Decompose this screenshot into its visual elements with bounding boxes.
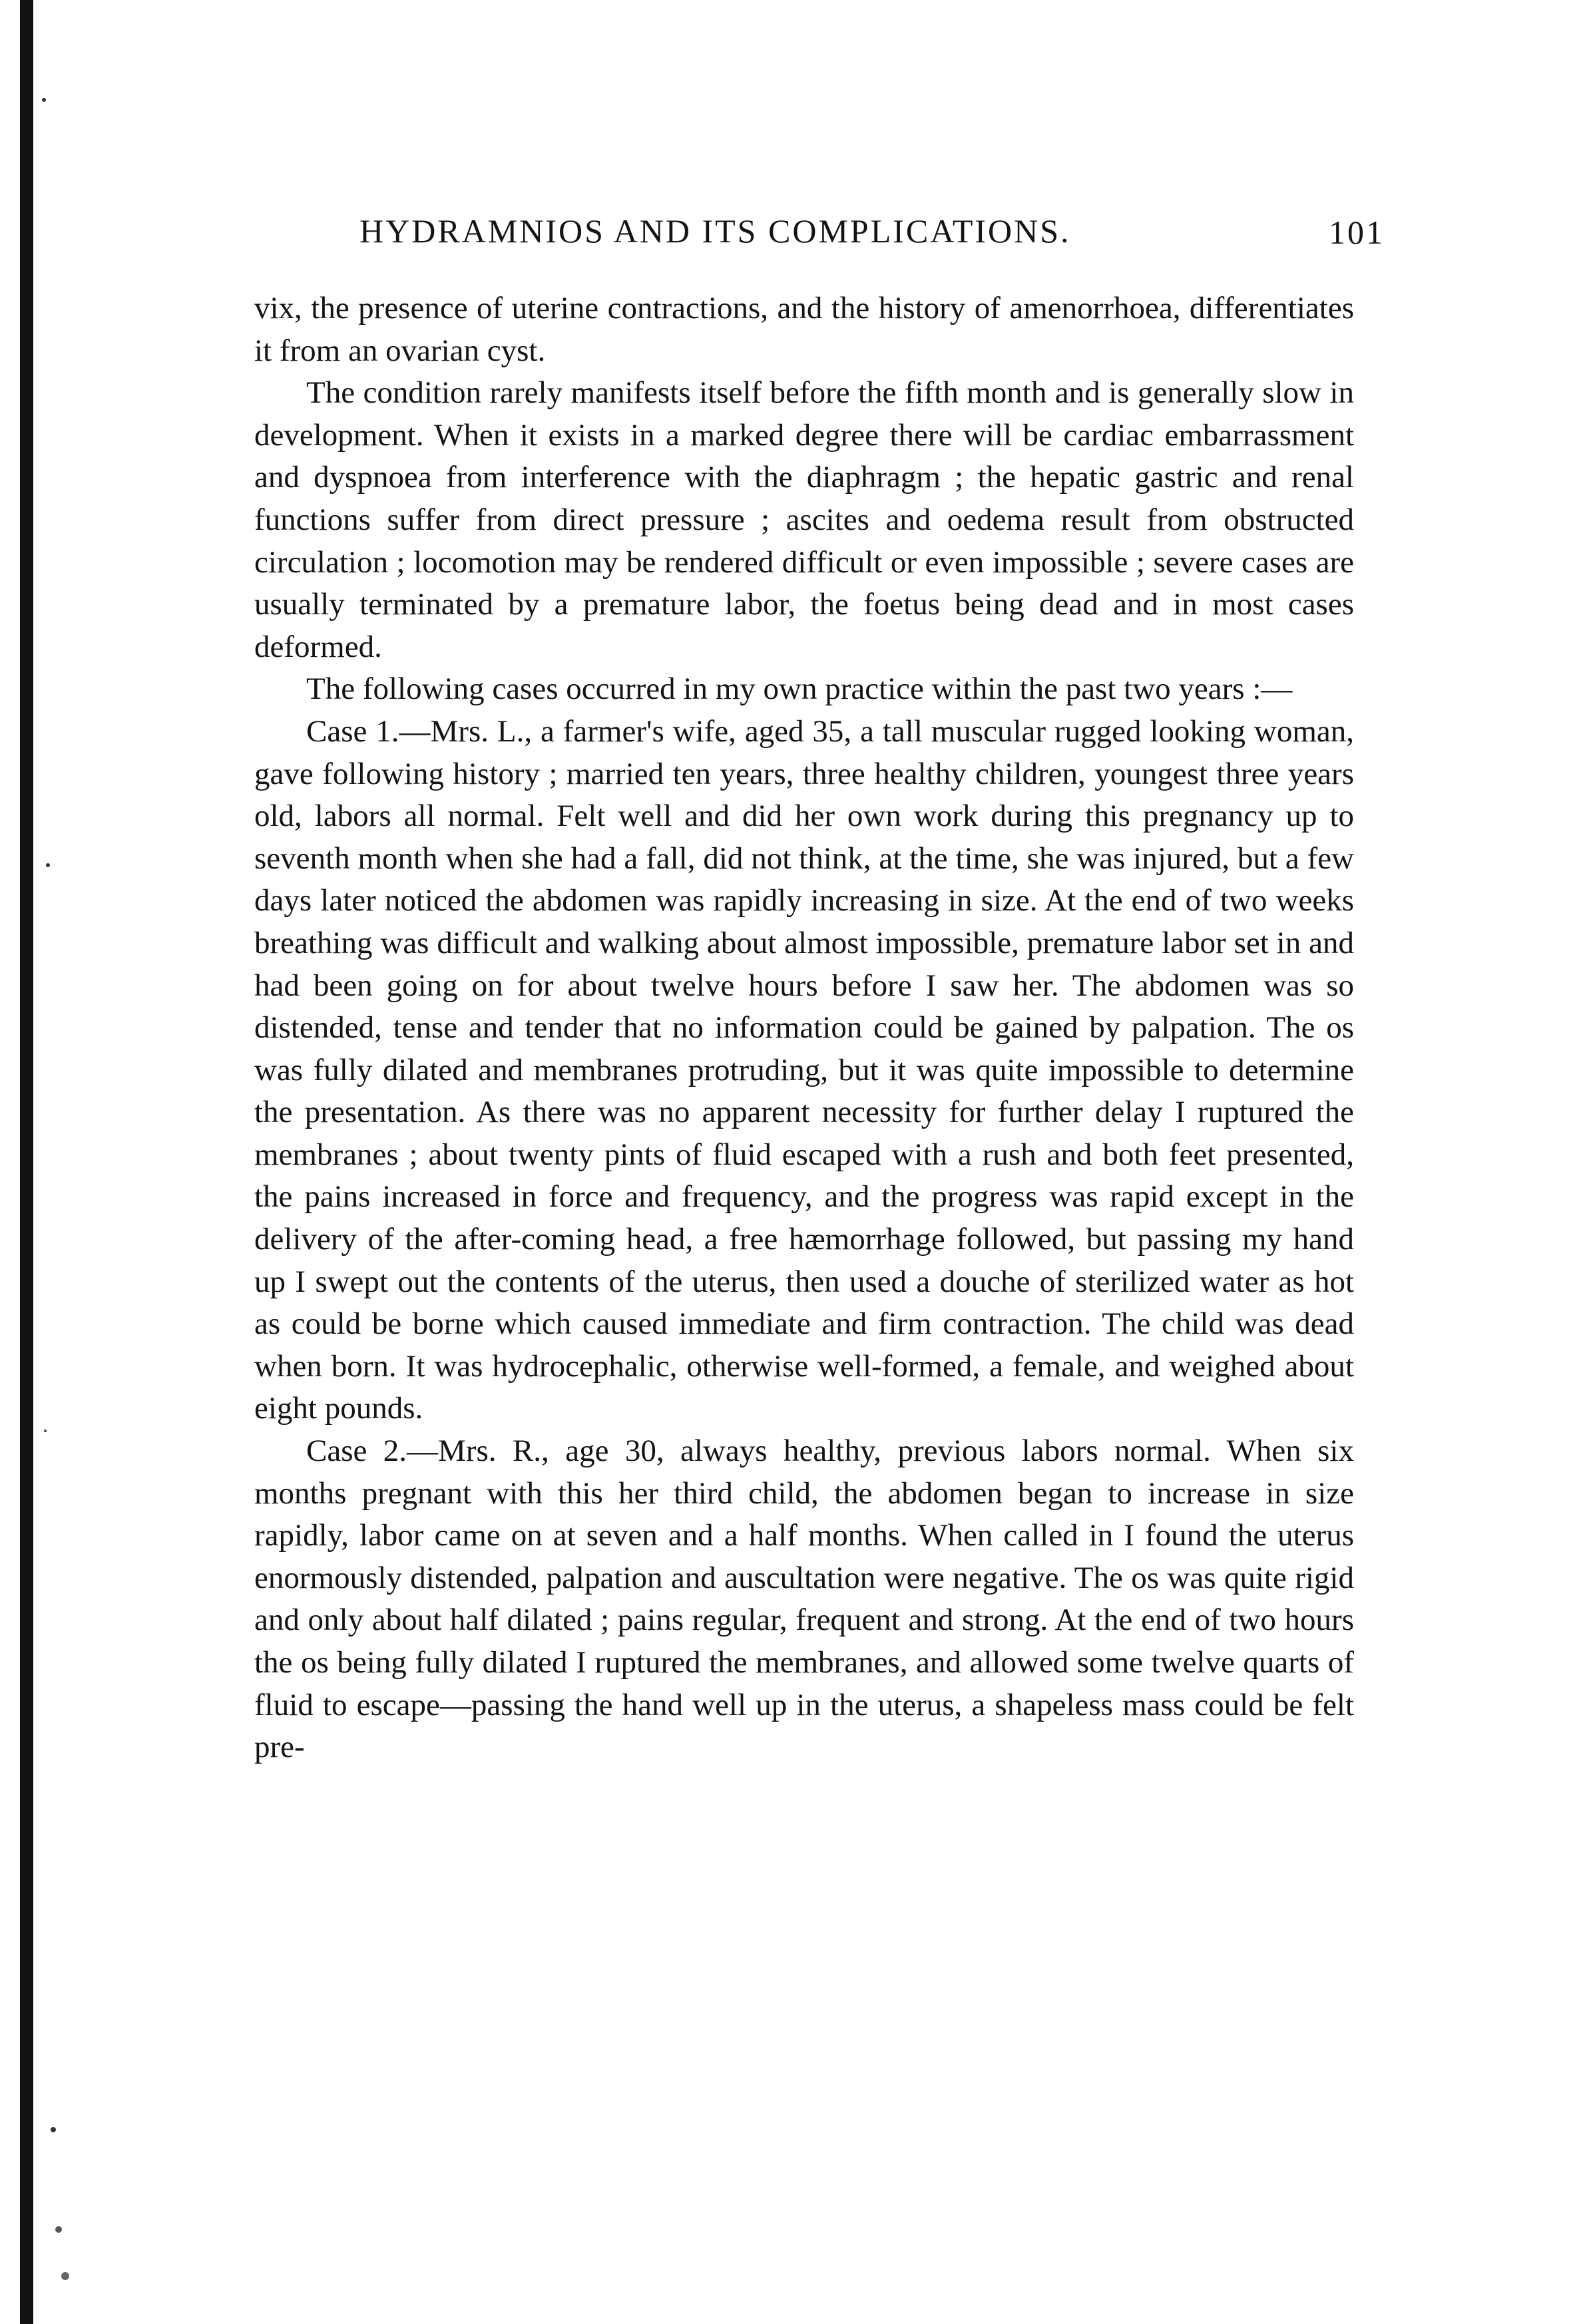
body-text — [254, 288, 1354, 1769]
page-number: 101 — [1329, 214, 1385, 251]
paragraph-case-2: Case 2.—Mrs. R., age 30, always healthy, previous labors normal. When six months pregnant with this her third child, the abdomen began to increase in size rapidly, labor came on at seven and a half months. When called in I found the uterus enormously distended, palpation and auscultation were negative. The os was quite rigid and only about half dilated ; pains regular, frequent and strong. At the end of two hours the os being fully dilated I ruptured the membranes, and allowed some twelve quarts of fluid to escape—passing the hand well up in the uterus, a shapeless mass could be felt pre- — [254, 1434, 1354, 1765]
paragraph-condition: The condition rarely manifests itself before the fifth month and is generally slow in development. When it exists in a marked degree there will be cardiac embarrassment and dyspnoea from interference with the diaphragm ; the hepatic gastric and renal functions suffer from direct pressure ; ascites and oedema result from obstructed circulation ; locomotion may be rendered difficult or even impossible ; severe cases are usually terminated by a premature labor, the foetus being dead and in most cases deformed. — [254, 375, 1354, 664]
running-title: HYDRAMNIOS AND ITS COMPLICATIONS. — [359, 212, 1071, 250]
paragraph-case-1: Case 1.—Mrs. L., a farmer's wife, aged 35, a tall muscular rugged looking woman, gave following history ; married ten years, three healthy children, youngest three years old, labors all normal. Felt well and did her own work during this pregnancy up to seventh month when she had a fall, did not think, at the time, she was injured, but a few days later noticed the abdomen was rapidly increasing in size. At the end of two weeks breathing was difficult and walking about almost impossible, premature labor set in and had been going on for about twelve hours before I saw her. The abdomen was so distended, tense and tender that no information could be gained by palpation. The os was fully dilated and membranes protruding, but it was quite impossible to determine the presentation. As there was no apparent necessity for further delay I ruptured the membranes ; about twenty pints of fluid escaped with a rush and both feet presented, the pains increased in force and frequency, and the progress was rapid except in the delivery of the after-coming head, a free hæmorrhage followed, but passing my hand up I swept out the contents of the uterus, then used a douche of sterilized water as hot as could be borne which caused immediate and firm contraction. The child was dead when born. It was hydrocephalic, otherwise well-formed, a female, and weighed about eight pounds. — [254, 713, 1354, 1426]
page-header — [359, 212, 1385, 258]
paragraph-cases-intro: The following cases occurred in my own practice within the past two years :— — [306, 672, 1293, 707]
page-binding-edge — [20, 0, 33, 2324]
paragraph-continuation: vix, the presence of uterine contractions, and the history of amenorrhoea, differentiates it from an ovarian cyst. — [254, 291, 1354, 368]
scan-specks — [39, 0, 79, 2324]
